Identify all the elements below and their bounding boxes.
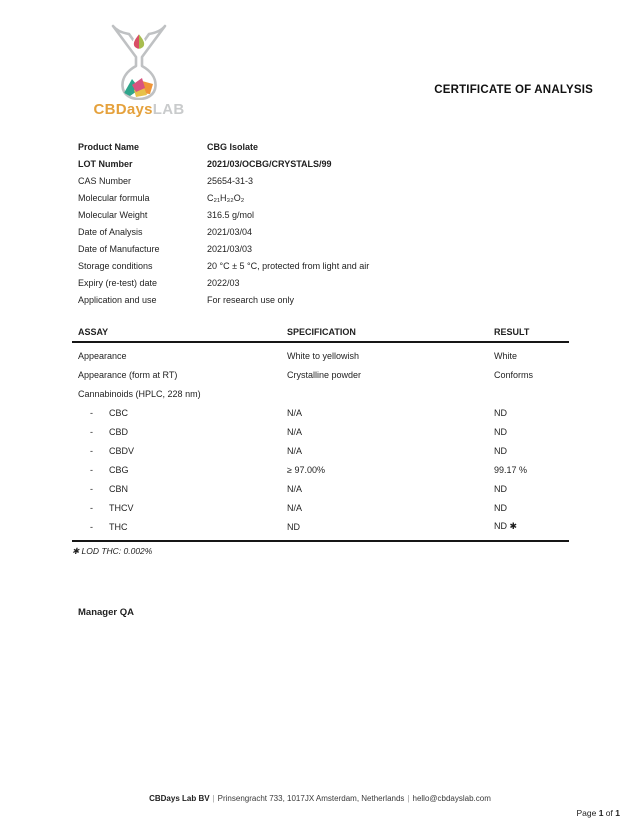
document-title: CERTIFICATE OF ANALYSIS [434,84,593,96]
table-row-cannabinoids-section [72,384,569,403]
info-value: C₂₁H₃₂O₂ [207,193,245,203]
info-row-cas-number [78,173,548,190]
info-label: CAS Number [78,176,132,186]
signature-label: Manager QA [78,607,134,618]
assay-cell: - THCV [90,502,134,513]
brand-wordmark [84,101,194,118]
column-header-specification: SPECIFICATION [287,326,356,337]
assay-cell: Cannabinoids (HPLC, 228 nm) [78,388,201,399]
info-value: 316.5 g/mol [207,210,255,220]
assay-cell: - CBD [90,426,129,437]
list-dash: - [90,502,93,513]
result-cell: ND [494,426,507,437]
footer-email: hello@cbdayslab.com [412,794,491,803]
info-row-molecular-weight [78,207,548,224]
info-row-date-of-analysis [78,224,548,241]
table-row-cbn [72,479,569,498]
company-logo [84,22,194,118]
assay-table-header [72,322,569,343]
spec-cell: White to yellowish [287,350,360,361]
table-row-thc [72,517,569,536]
result-cell: ND [494,483,507,494]
list-dash: - [90,483,93,494]
list-dash: - [90,464,93,475]
lod-footnote: ✱ LOD THC: 0.002% [72,546,153,556]
info-label: Molecular formula [78,193,150,203]
result-cell: Conforms [494,369,534,380]
result-cell: 99.17 % [494,464,528,475]
spec-cell: Crystalline powder [287,369,362,380]
info-label: Product Name [78,142,140,152]
info-value: CBG Isolate [207,142,259,152]
footer-separator: | [407,794,410,803]
column-header-result: RESULT [494,326,530,337]
list-dash: - [90,407,93,418]
result-cell: ND [494,407,507,418]
assay-cell: Appearance [78,350,127,361]
info-value: 2021/03/OCBG/CRYSTALS/99 [207,159,332,169]
brand-primary-text: CBDays [93,101,153,118]
info-label: Date of Analysis [78,227,143,237]
result-cell: ND ✱ [494,521,518,531]
info-row-date-of-manufacture [78,241,548,258]
table-row-appearance [72,346,569,365]
assay-cell: Appearance (form at RT) [78,369,178,380]
info-value: 25654-31-3 [207,176,254,186]
info-value: 2021/03/04 [207,227,253,237]
info-row-product-name [78,139,548,156]
result-cell: White [494,350,518,361]
page-total: 1 [615,808,620,818]
spec-cell: N/A [287,483,303,494]
page-footer [0,794,640,803]
product-info-section [78,139,548,309]
info-label: Expiry (re-test) date [78,278,158,288]
page-current: 1 [598,808,604,818]
info-label: Storage conditions [78,261,153,271]
assay-cell: - THC [90,521,128,532]
table-row-thcv [72,498,569,517]
spec-cell: N/A [287,445,303,456]
droplet-icon [133,33,145,50]
page-of: of [605,808,613,818]
spec-cell: N/A [287,407,303,418]
table-row-cbdv [72,441,569,460]
info-label: Molecular Weight [78,210,148,220]
info-label: Application and use [78,295,157,305]
list-dash: - [90,445,93,456]
list-dash: - [90,521,93,532]
spec-cell: ND [287,521,300,532]
info-row-storage-conditions [78,258,548,275]
flask-logo-icon [98,22,180,100]
info-label: LOT Number [78,159,133,169]
info-row-expiry-date [78,275,548,292]
assay-cell: - CBG [90,464,129,475]
list-dash: - [90,426,93,437]
assay-cell: - CBN [90,483,129,494]
page-number [576,808,620,818]
assay-table-body [72,343,569,542]
table-row-appearance-form [72,365,569,384]
assay-table [72,322,569,557]
table-row-cbc [72,403,569,422]
result-cell: ND [494,445,507,456]
footer-separator: | [212,794,215,803]
info-value: 20 °C ± 5 °C, protected from light and air [207,261,370,271]
info-row-application-use [78,292,548,309]
info-row-lot-number [78,156,548,173]
spec-cell: N/A [287,426,303,437]
assay-cell: - CBDV [90,445,135,456]
info-value: 2022/03 [207,278,240,288]
info-value: 2021/03/03 [207,244,253,254]
assay-cell: - CBC [90,407,129,418]
info-value: For research use only [207,295,295,305]
info-label: Date of Manufacture [78,244,160,254]
brand-secondary-text: LAB [152,101,185,118]
footer-address: Prinsengracht 733, 1017JX Amsterdam, Netherlands [217,794,405,803]
info-row-molecular-formula [78,190,548,207]
footer-company: CBDays Lab BV [149,794,210,803]
spec-cell: ≥ 97.00% [287,464,325,475]
table-row-cbg [72,460,569,479]
page-label: Page [576,808,597,818]
column-header-assay: ASSAY [78,326,109,337]
result-cell: ND [494,502,507,513]
spec-cell: N/A [287,502,303,513]
table-row-cbd [72,422,569,441]
